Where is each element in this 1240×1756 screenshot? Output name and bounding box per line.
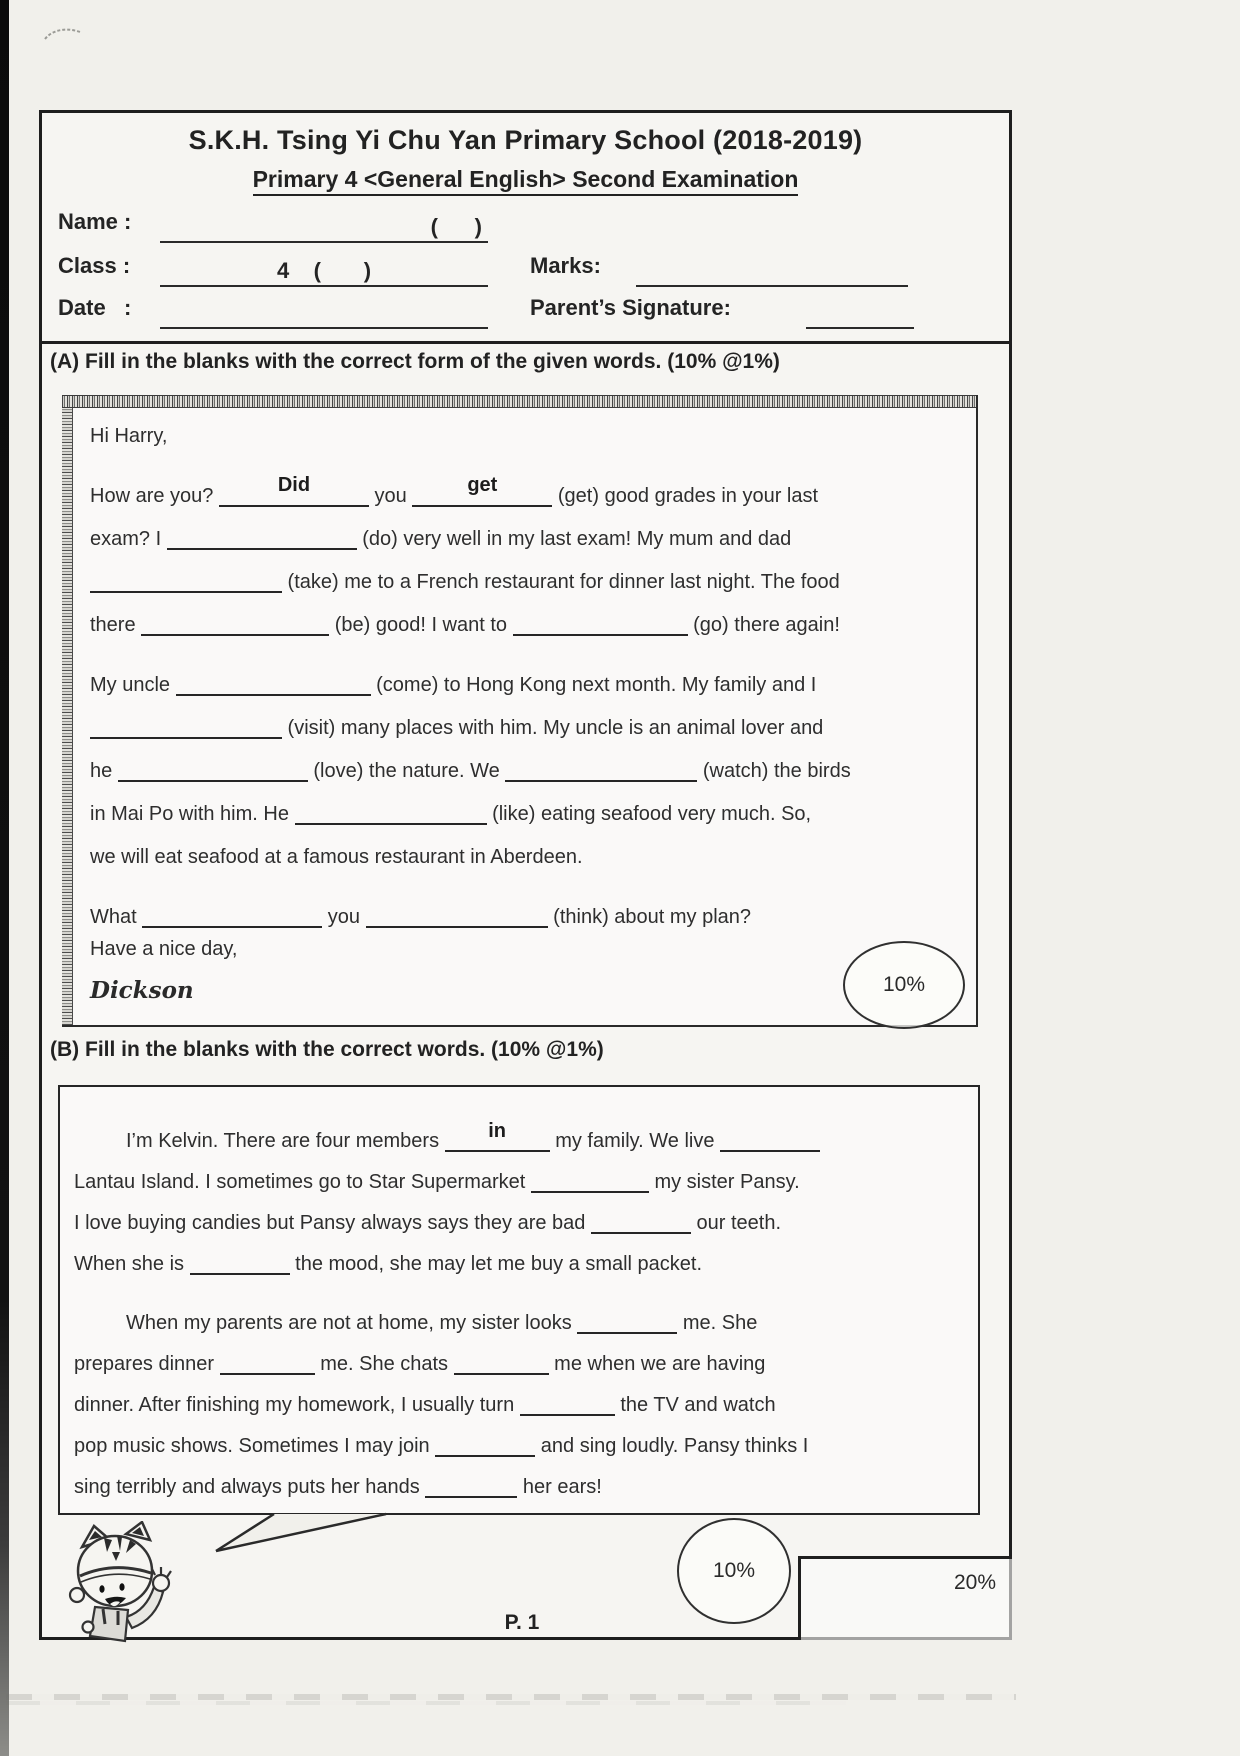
- text-line: [74, 1162, 966, 1203]
- pen-squiggle-mark: [42, 24, 86, 46]
- text-segment: you: [322, 906, 366, 928]
- text-segment: her ears!: [517, 1476, 602, 1498]
- scan-smudge-line: [6, 1701, 846, 1705]
- written-answer: Did: [277, 474, 311, 496]
- section-b-heading: (B) Fill in the blanks with the correct words. (10% @1%): [50, 1038, 604, 1061]
- fill-in-blank[interactable]: [513, 614, 688, 636]
- name-row: [42, 209, 1009, 245]
- text-segment: (take) me to a French restaurant for dinner last night. The food: [282, 571, 840, 593]
- fill-in-blank[interactable]: [454, 1353, 549, 1375]
- fill-in-blank[interactable]: [531, 1171, 649, 1193]
- class-field[interactable]: [160, 255, 488, 287]
- text-segment: When my parents are not at home, my sister looks: [126, 1312, 578, 1334]
- text-segment: When she is: [74, 1253, 190, 1275]
- text-segment: (go) there again!: [687, 614, 840, 636]
- text-line: [90, 793, 962, 836]
- class-number-paren: ( ): [430, 214, 482, 239]
- decorative-border-left: [62, 408, 73, 1025]
- header-divider: [39, 341, 1012, 344]
- text-segment: (watch) the birds: [697, 760, 851, 782]
- fill-in-blank[interactable]: [425, 1476, 517, 1498]
- text-line: [74, 1121, 966, 1162]
- class-row: [42, 253, 1009, 289]
- text-segment: Hi Harry,: [90, 425, 168, 447]
- class-label: Class :: [58, 253, 131, 278]
- text-line: [74, 1303, 966, 1344]
- text-segment: prepares dinner: [74, 1353, 220, 1375]
- exam-subtitle: Primary 4 <General English> Second Examination: [42, 166, 1009, 193]
- text-segment: My uncle: [90, 674, 176, 696]
- school-title: S.K.H. Tsing Yi Chu Yan Primary School (2018-2019): [188, 125, 863, 155]
- text-segment: I love buying candies but Pansy always says they are bad: [74, 1212, 591, 1234]
- text-line: [90, 750, 962, 793]
- written-answer: in: [488, 1120, 507, 1142]
- text-line: [90, 475, 962, 518]
- fill-in-blank[interactable]: [167, 528, 357, 550]
- fill-in-blank[interactable]: [520, 1394, 615, 1416]
- text-segment: (come) to Hong Kong next month. My family and I: [370, 674, 817, 696]
- fill-in-blank[interactable]: [412, 474, 552, 507]
- letter-signature: Dickson: [90, 977, 194, 1004]
- total-score-value: 20%: [953, 1571, 996, 1594]
- scan-edge-artifact: [0, 0, 9, 1756]
- date-row: [42, 295, 1009, 331]
- text-segment: he: [90, 760, 118, 782]
- mascot-illustration: [62, 1521, 186, 1647]
- text-segment: me. She chats: [314, 1353, 454, 1375]
- written-answer: get: [467, 474, 498, 496]
- text-segment: my sister Pansy.: [648, 1171, 800, 1193]
- exam-paper-frame: [39, 110, 1012, 1640]
- text-segment: me when we are having: [548, 1353, 766, 1375]
- fill-in-blank[interactable]: [220, 1353, 315, 1375]
- speech-bubble-tail: [154, 1511, 394, 1557]
- fill-in-blank[interactable]: [505, 760, 697, 782]
- text-segment: there: [90, 614, 142, 636]
- fill-in-blank[interactable]: [435, 1435, 535, 1457]
- text-line: [90, 561, 962, 604]
- text-segment: (do) very well in my last exam! My mum and dad: [356, 528, 792, 550]
- text-segment: sing terribly and always puts her hands: [74, 1476, 426, 1498]
- text-line: [74, 1203, 966, 1244]
- fill-in-blank[interactable]: [295, 803, 487, 825]
- text-line: [90, 604, 962, 647]
- text-line: [90, 707, 962, 750]
- text-segment: (visit) many places with him. My uncle is an animal lover and: [282, 717, 824, 739]
- letter-closing: Have a nice day,: [90, 938, 238, 960]
- section-a-letter-box: [62, 395, 978, 1027]
- fill-in-blank[interactable]: [577, 1312, 677, 1334]
- section-b-text-box: [58, 1085, 980, 1515]
- section-a-heading: (A) Fill in the blanks with the correct form of the given words. (10% @1%): [50, 350, 780, 373]
- total-score-box: [798, 1556, 1012, 1640]
- text-segment: we will eat seafood at a famous restaurant in Aberdeen.: [90, 846, 583, 868]
- text-line: [90, 664, 962, 707]
- name-field[interactable]: [160, 211, 488, 243]
- section-b-text: [74, 1121, 966, 1508]
- fill-in-blank[interactable]: [118, 760, 308, 782]
- fill-in-blank[interactable]: [176, 674, 371, 696]
- text-segment: What: [90, 906, 143, 928]
- fill-in-blank[interactable]: [90, 571, 282, 593]
- text-line: [74, 1467, 966, 1508]
- decorative-border-top: [62, 395, 976, 408]
- parent-signature-label: Parent’s Signature:: [530, 295, 731, 320]
- text-line: [90, 518, 962, 561]
- text-line: [74, 1426, 966, 1467]
- text-segment: you: [368, 485, 413, 507]
- text-segment: me. She: [677, 1312, 758, 1334]
- text-line: [74, 1385, 966, 1426]
- text-line: [90, 415, 962, 458]
- section-b-score-badge: 10%: [677, 1518, 791, 1624]
- text-segment: our teeth.: [690, 1212, 782, 1234]
- text-segment: (love) the nature. We: [307, 760, 506, 782]
- text-segment: I’m Kelvin. There are four members: [126, 1130, 445, 1152]
- marks-field[interactable]: [636, 255, 908, 287]
- section-a-letter-text: [90, 415, 962, 939]
- text-segment: (be) good! I want to: [329, 614, 513, 636]
- page-number: P. 1: [504, 1611, 540, 1634]
- text-segment: the mood, she may let me buy a small packet.: [289, 1253, 703, 1275]
- text-line: [74, 1344, 966, 1385]
- fill-in-blank[interactable]: [141, 614, 329, 636]
- text-segment: exam? I: [90, 528, 167, 550]
- text-segment: the TV and watch: [614, 1394, 776, 1416]
- fill-in-blank[interactable]: [445, 1120, 550, 1152]
- fill-in-blank[interactable]: [591, 1212, 691, 1234]
- letter-closing-block: [90, 914, 962, 1011]
- marks-label: Marks:: [530, 253, 601, 278]
- section-a-score-badge: 10%: [843, 941, 965, 1029]
- text-segment: pop music shows. Sometimes I may join: [74, 1435, 436, 1457]
- fill-in-blank[interactable]: [90, 717, 282, 739]
- date-label: Date :: [58, 295, 132, 320]
- fill-in-blank[interactable]: [720, 1130, 820, 1152]
- fill-in-blank[interactable]: [190, 1253, 290, 1275]
- text-segment: (get) good grades in your last: [552, 485, 819, 507]
- class-value: 4 ( ): [276, 258, 372, 283]
- text-line: [74, 1244, 966, 1285]
- text-segment: dinner. After finishing my homework, I usually turn: [74, 1394, 520, 1416]
- text-segment: (like) eating seafood very much. So,: [486, 803, 812, 825]
- date-field[interactable]: [160, 297, 488, 329]
- fill-in-blank[interactable]: [219, 474, 369, 507]
- text-segment: Lantau Island. I sometimes go to Star Supermarket: [74, 1171, 531, 1193]
- name-label: Name :: [58, 209, 132, 234]
- text-segment: my family. We live: [549, 1130, 721, 1152]
- text-line: [90, 836, 962, 879]
- text-segment: in Mai Po with him. He: [90, 803, 295, 825]
- text-segment: and sing loudly. Pansy thinks I: [535, 1435, 809, 1457]
- text-segment: How are you?: [90, 485, 219, 507]
- scan-smudge-line: [6, 1694, 1016, 1700]
- parent-signature-field[interactable]: [806, 297, 914, 329]
- text-segment: (think) about my plan?: [547, 906, 752, 928]
